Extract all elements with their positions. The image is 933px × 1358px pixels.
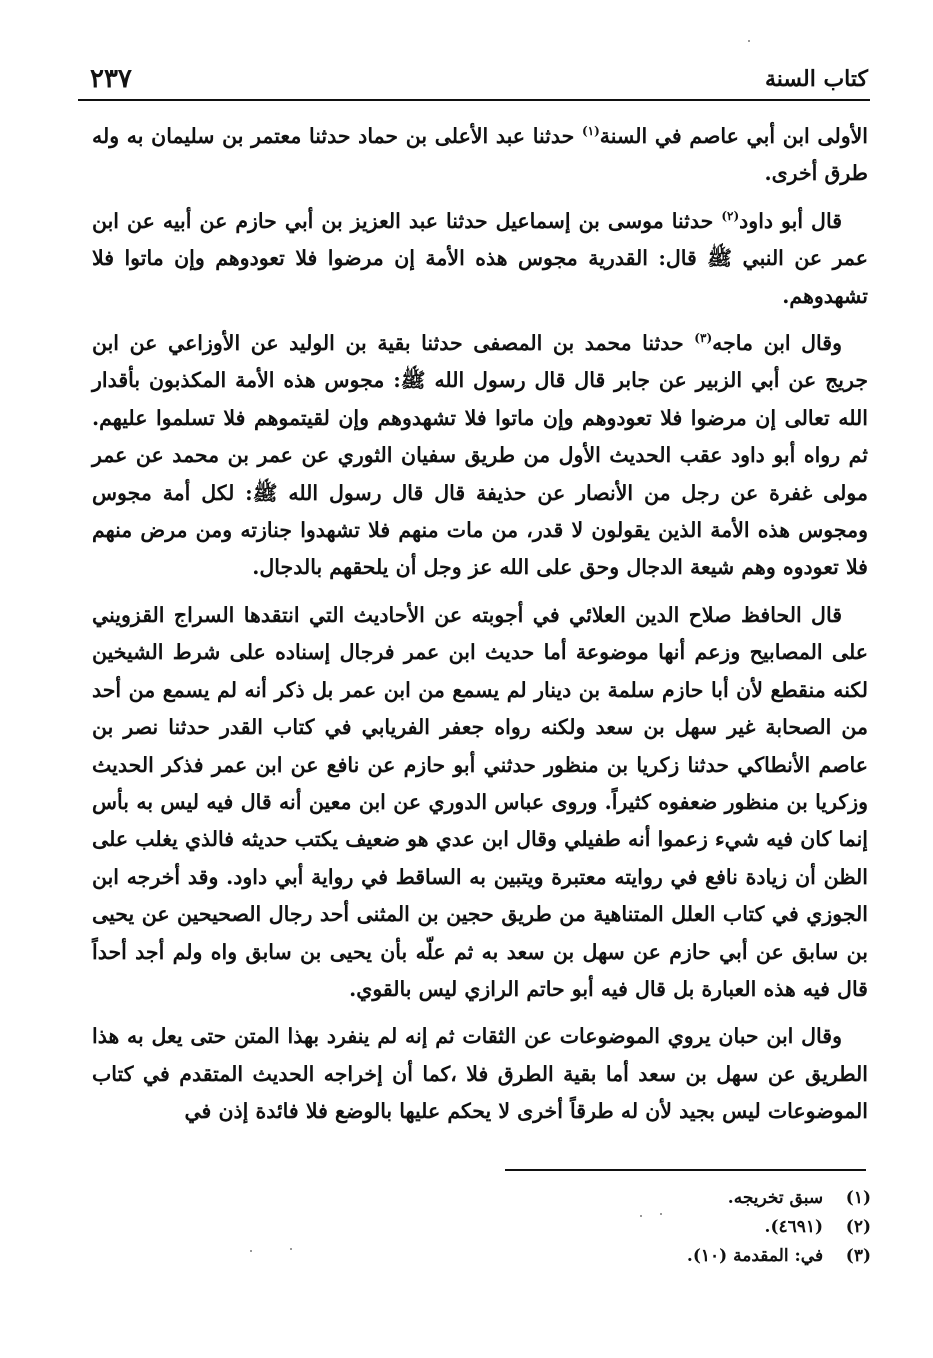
footnote-2 <box>451 1213 871 1242</box>
paragraph-text: الأولى ابن أبي عاصم في السنة <box>599 124 868 148</box>
main-text <box>92 118 868 1141</box>
footnote-text: في: المقدمة (١٠). <box>686 1246 824 1266</box>
paragraph-text: قال الحافظ صلاح الدين العلائي في أجوبته عن الأحاديث التي انتقدها السراج القزويني على المصابيح وزعم أنها موضوعة أما حديث ابن عمر فرجال إسناده على شرط الشيخين لكنه منقطع لأن أبا حازم سلمة بن دينار لم يسمع من ابن عمر بل ذكر أنه لم يسمع من أحد من الصحابة غير سهل بن سعد ولكنه رواه جعفر الفريابي في كتاب القدر حدثنا نصر بن عاصم الأنطاكي حدثنا زكريا بن منظور حدثني أبو حازم عن نافع عن ابن عمر فذكر الحديث وزكريا بن منظور ضعفوه كثيراً. وروى عباس الدوري عن ابن معين أنه قال فيه ليس به بأس إنما كان فيه شيء زعموا أنه طفيلي وقال ابن عدي هو ضعيف يكتب حديثه فالذي يغلب على الظن أن زيادة نافع في روايته معتبرة ويتبين به الساقط في رواية أبي داود. وقد أخرجه ابن الجوزي في كتاب العلل المتناهية من طريق حجين بن المثنى أحد رجال الصحيحين عن يحيى بن سابق عن أبي حازم عن سهل بن سعد به ثم علّه بأن يحيى بن سابق واه ولم أجد أحداً قال فيه هذه العبارة بل قال فيه أبو حاتم الرازي ليس بالقوي. <box>92 602 868 1001</box>
scan-speck <box>640 1215 642 1217</box>
paragraph-text: حدثنا موسى بن إسماعيل حدثنا عبد العزيز بن أبي حازم عن أبيه عن ابن عمر عن النبي ﷺ قال: القدرية مجوس هذه الأمة إن مرضوا فلا تعودوهم وإن ماتوا فلا تشهدوهم. <box>92 208 868 308</box>
paragraph-5 <box>92 1018 868 1130</box>
scan-speck <box>290 1248 292 1250</box>
scan-speck <box>748 40 750 42</box>
scan-speck <box>250 1250 252 1252</box>
footnote-separator <box>505 1169 866 1171</box>
footnote-1 <box>451 1184 871 1213</box>
page-header <box>80 62 868 98</box>
footnote-text: (٤٦٩١). <box>764 1217 824 1237</box>
page-number: ٢٣٧ <box>90 64 132 94</box>
paragraph-text: وقال ابن ماجه <box>712 331 842 356</box>
paragraph-text: وقال ابن حبان يروي الموضوعات عن الثقات ثم إنه لم ينفرد بهذا المتن حتى يعل به هذا الطريق عن سهل بن سعد أما بقية الطرق فلا ،كما أن إخراجه الحديث المتقدم في كتاب الموضوعات ليس بجيد لأن له طرقاً أخرى لا يحكم عليها بالوضع فلا فائدة إذن في <box>92 1024 868 1124</box>
footnote-number: (١) <box>845 1188 871 1208</box>
footnote-number: (٢) <box>845 1217 871 1237</box>
footnote-ref-3: (٣) <box>694 331 713 346</box>
paragraph-4 <box>92 597 868 1008</box>
paragraph-3 <box>92 325 868 587</box>
scan-speck <box>660 1213 662 1215</box>
paragraph-text: حدثنا محمد بن المصفى حدثنا بقية بن الوليد عن الأوزاعي عن ابن جريج عن أبي الزبير عن جابر قال قال رسول الله ﷺ: مجوس هذه الأمة المكذبون بأقدار الله تعالى إن مرضوا فلا تعودوهم وإن ماتوا فلا تشهدوهم وإن لقيتموهم فلا تسلموا عليهم. ثم رواه أبو داود عقب الحديث الأول من طريق سفيان الثوري عن عمر بن محمد عن عمر مولى غفرة عن رجل من الأنصار عن حذيفة قال قال رسول الله ﷺ: لكل أمة مجوس ومجوس هذه الأمة الذين يقولون لا قدر، من مات منهم فلا تشهدوا جنازته ومن مرض منهم فلا تعودوه وهم شيعة الدجال وحق على الله عز وجل أن يلحقهم بالدجال. <box>92 331 868 580</box>
paragraph-text: حدثنا عبد الأعلى بن حماد حدثنا معتمر بن سليمان به وله طرق أخرى. <box>92 124 868 186</box>
footnote-3 <box>451 1242 871 1271</box>
book-title: كتاب السنة <box>764 66 868 92</box>
footnote-text: سبق تخريجه. <box>727 1188 824 1208</box>
paragraph-2 <box>92 203 868 315</box>
footnote-ref-2: (٢) <box>721 208 740 223</box>
footnote-ref-1: (١) <box>581 124 600 139</box>
footnote-number: (٣) <box>845 1246 871 1266</box>
header-rule <box>78 99 870 101</box>
paragraph-1 <box>92 118 868 193</box>
footnotes <box>451 1184 871 1271</box>
paragraph-text: قال أبو داود <box>739 208 842 233</box>
